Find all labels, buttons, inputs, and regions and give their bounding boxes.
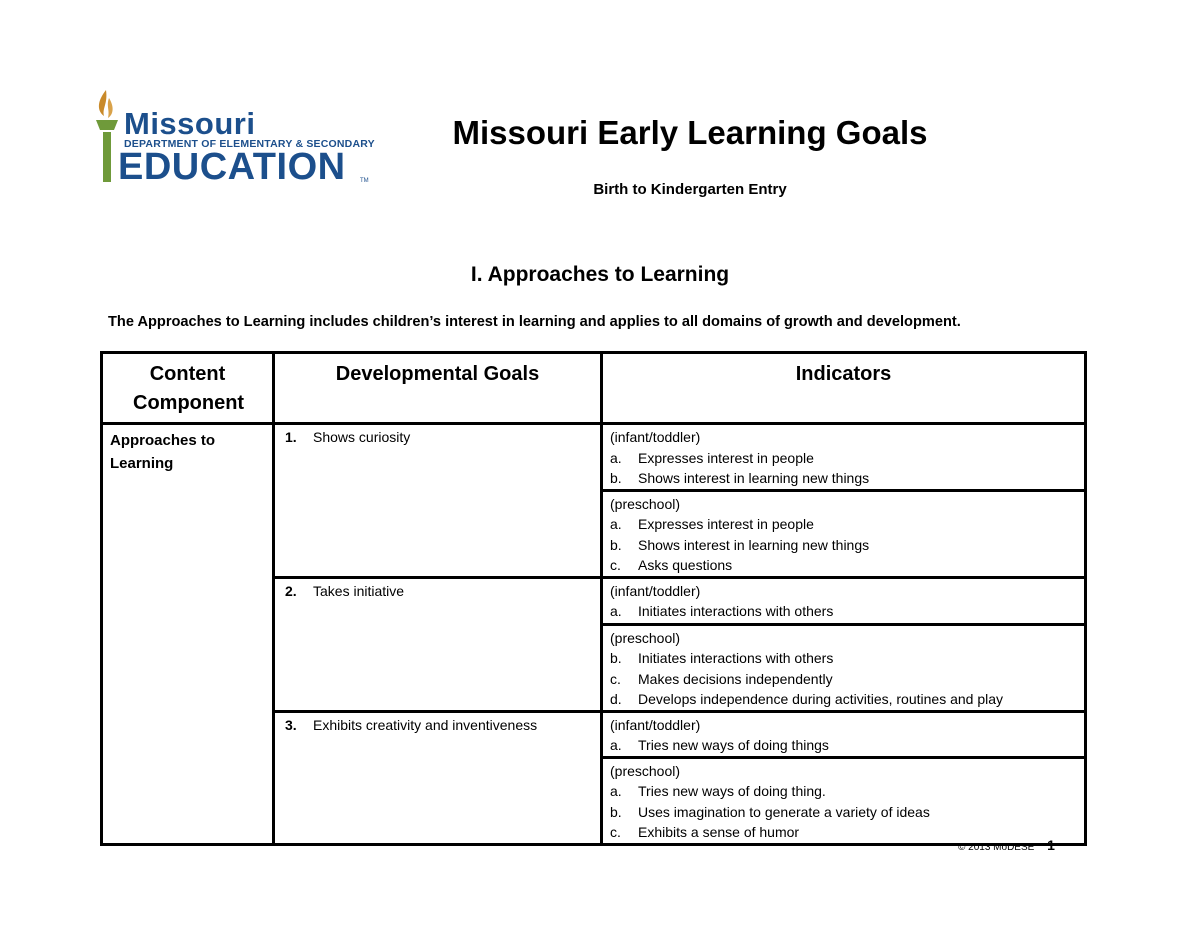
indicator-item: [610, 535, 1078, 556]
indicator-age-label: (infant/toddler): [610, 429, 701, 445]
header-indicators: Indicators: [602, 353, 1086, 424]
indicator-text: Initiates interactions with others: [638, 603, 834, 619]
goal-number: 2.: [285, 582, 297, 599]
indicator-text: Expresses interest in people: [638, 449, 814, 466]
logo-education-text: EDUCATION: [118, 146, 346, 188]
indicator-letter: b.: [610, 803, 622, 820]
page-number: 1: [1047, 837, 1055, 853]
indicator-item: [610, 601, 1078, 622]
indicator-letter: b.: [610, 470, 622, 486]
missouri-education-logo: [92, 86, 382, 186]
developmental-goal: [274, 424, 602, 578]
indicator-group: [602, 624, 1086, 711]
indicator-text: Asks questions: [638, 557, 733, 573]
goal-text: Takes initiative: [313, 582, 405, 599]
indicator-age-label: (preschool): [610, 629, 681, 646]
goal-number: 3.: [285, 716, 297, 733]
developmental-goal: [274, 711, 602, 844]
indicator-group: [602, 490, 1086, 577]
copyright-text: © 2013 MoDESE: [958, 842, 1035, 853]
indicator-text: Initiates interactions with others: [638, 650, 834, 666]
indicator-item: [610, 648, 1078, 669]
logo-trademark: TM: [360, 178, 369, 184]
indicator-letter: c.: [610, 557, 621, 573]
indicator-text: Develops independence during activities, routines and play: [638, 691, 1004, 707]
indicator-letter: c.: [610, 824, 621, 840]
indicator-letter: c.: [610, 670, 621, 687]
indicator-item: [610, 802, 1078, 823]
goal-text: Exhibits creativity and inventiveness: [313, 716, 538, 733]
header-developmental-goals: Developmental Goals: [274, 353, 602, 424]
indicator-age-label: (infant/toddler): [610, 716, 701, 733]
indicator-age-label: (preschool): [610, 495, 681, 512]
indicator-text: Expresses interest in people: [638, 516, 814, 532]
logo-missouri-text: Missouri: [124, 106, 256, 141]
indicator-item: [610, 735, 1078, 756]
goal-number: 1.: [285, 429, 297, 445]
indicator-letter: a.: [610, 449, 622, 466]
indicator-group: [602, 757, 1086, 844]
section-heading: I. Approaches to Learning: [470, 263, 730, 286]
indicator-item: [610, 468, 1078, 489]
indicator-letter: d.: [610, 691, 622, 707]
indicator-item: [610, 555, 1078, 576]
goal-text: Shows curiosity: [313, 429, 411, 445]
indicator-item: [610, 448, 1078, 469]
indicator-item: [610, 514, 1078, 535]
page-subtitle: Birth to Kindergarten Entry: [593, 181, 787, 198]
indicator-group: [602, 424, 1086, 491]
indicator-group: [602, 711, 1086, 757]
indicator-text: Tries new ways of doing thing.: [638, 783, 826, 799]
content-component-cell: Approaches to Learning: [102, 424, 274, 845]
logo-department-text: DEPARTMENT OF ELEMENTARY & SECONDARY: [124, 138, 375, 150]
indicator-letter: a.: [610, 783, 622, 799]
developmental-goal: [274, 577, 602, 711]
indicator-text: Shows interest in learning new things: [638, 536, 870, 553]
header-content-component: Content Component: [102, 353, 274, 424]
indicator-letter: a.: [610, 603, 622, 619]
indicator-text: Exhibits a sense of humor: [638, 824, 800, 840]
indicator-item: [610, 781, 1078, 802]
indicator-item: [610, 689, 1078, 710]
indicator-letter: b.: [610, 650, 622, 666]
section-intro: The Approaches to Learning includes children’s interest in learning and applies to all domains of growth and development.: [108, 314, 961, 330]
indicator-group: [602, 577, 1086, 624]
indicator-letter: a.: [610, 516, 622, 532]
indicator-letter: a.: [610, 737, 622, 753]
indicator-text: Uses imagination to generate a variety of ideas: [638, 803, 930, 820]
goals-table: [100, 351, 1087, 846]
page-footer: [958, 837, 1055, 853]
indicator-item: [610, 669, 1078, 690]
indicator-text: Tries new ways of doing things: [638, 737, 829, 753]
indicator-age-label: (preschool): [610, 762, 681, 779]
page-title: Missouri Early Learning Goals: [452, 114, 928, 151]
indicator-text: Shows interest in learning new things: [638, 470, 870, 486]
indicator-text: Makes decisions independently: [638, 670, 833, 687]
indicator-letter: b.: [610, 536, 622, 553]
indicator-age-label: (infant/toddler): [610, 582, 701, 599]
